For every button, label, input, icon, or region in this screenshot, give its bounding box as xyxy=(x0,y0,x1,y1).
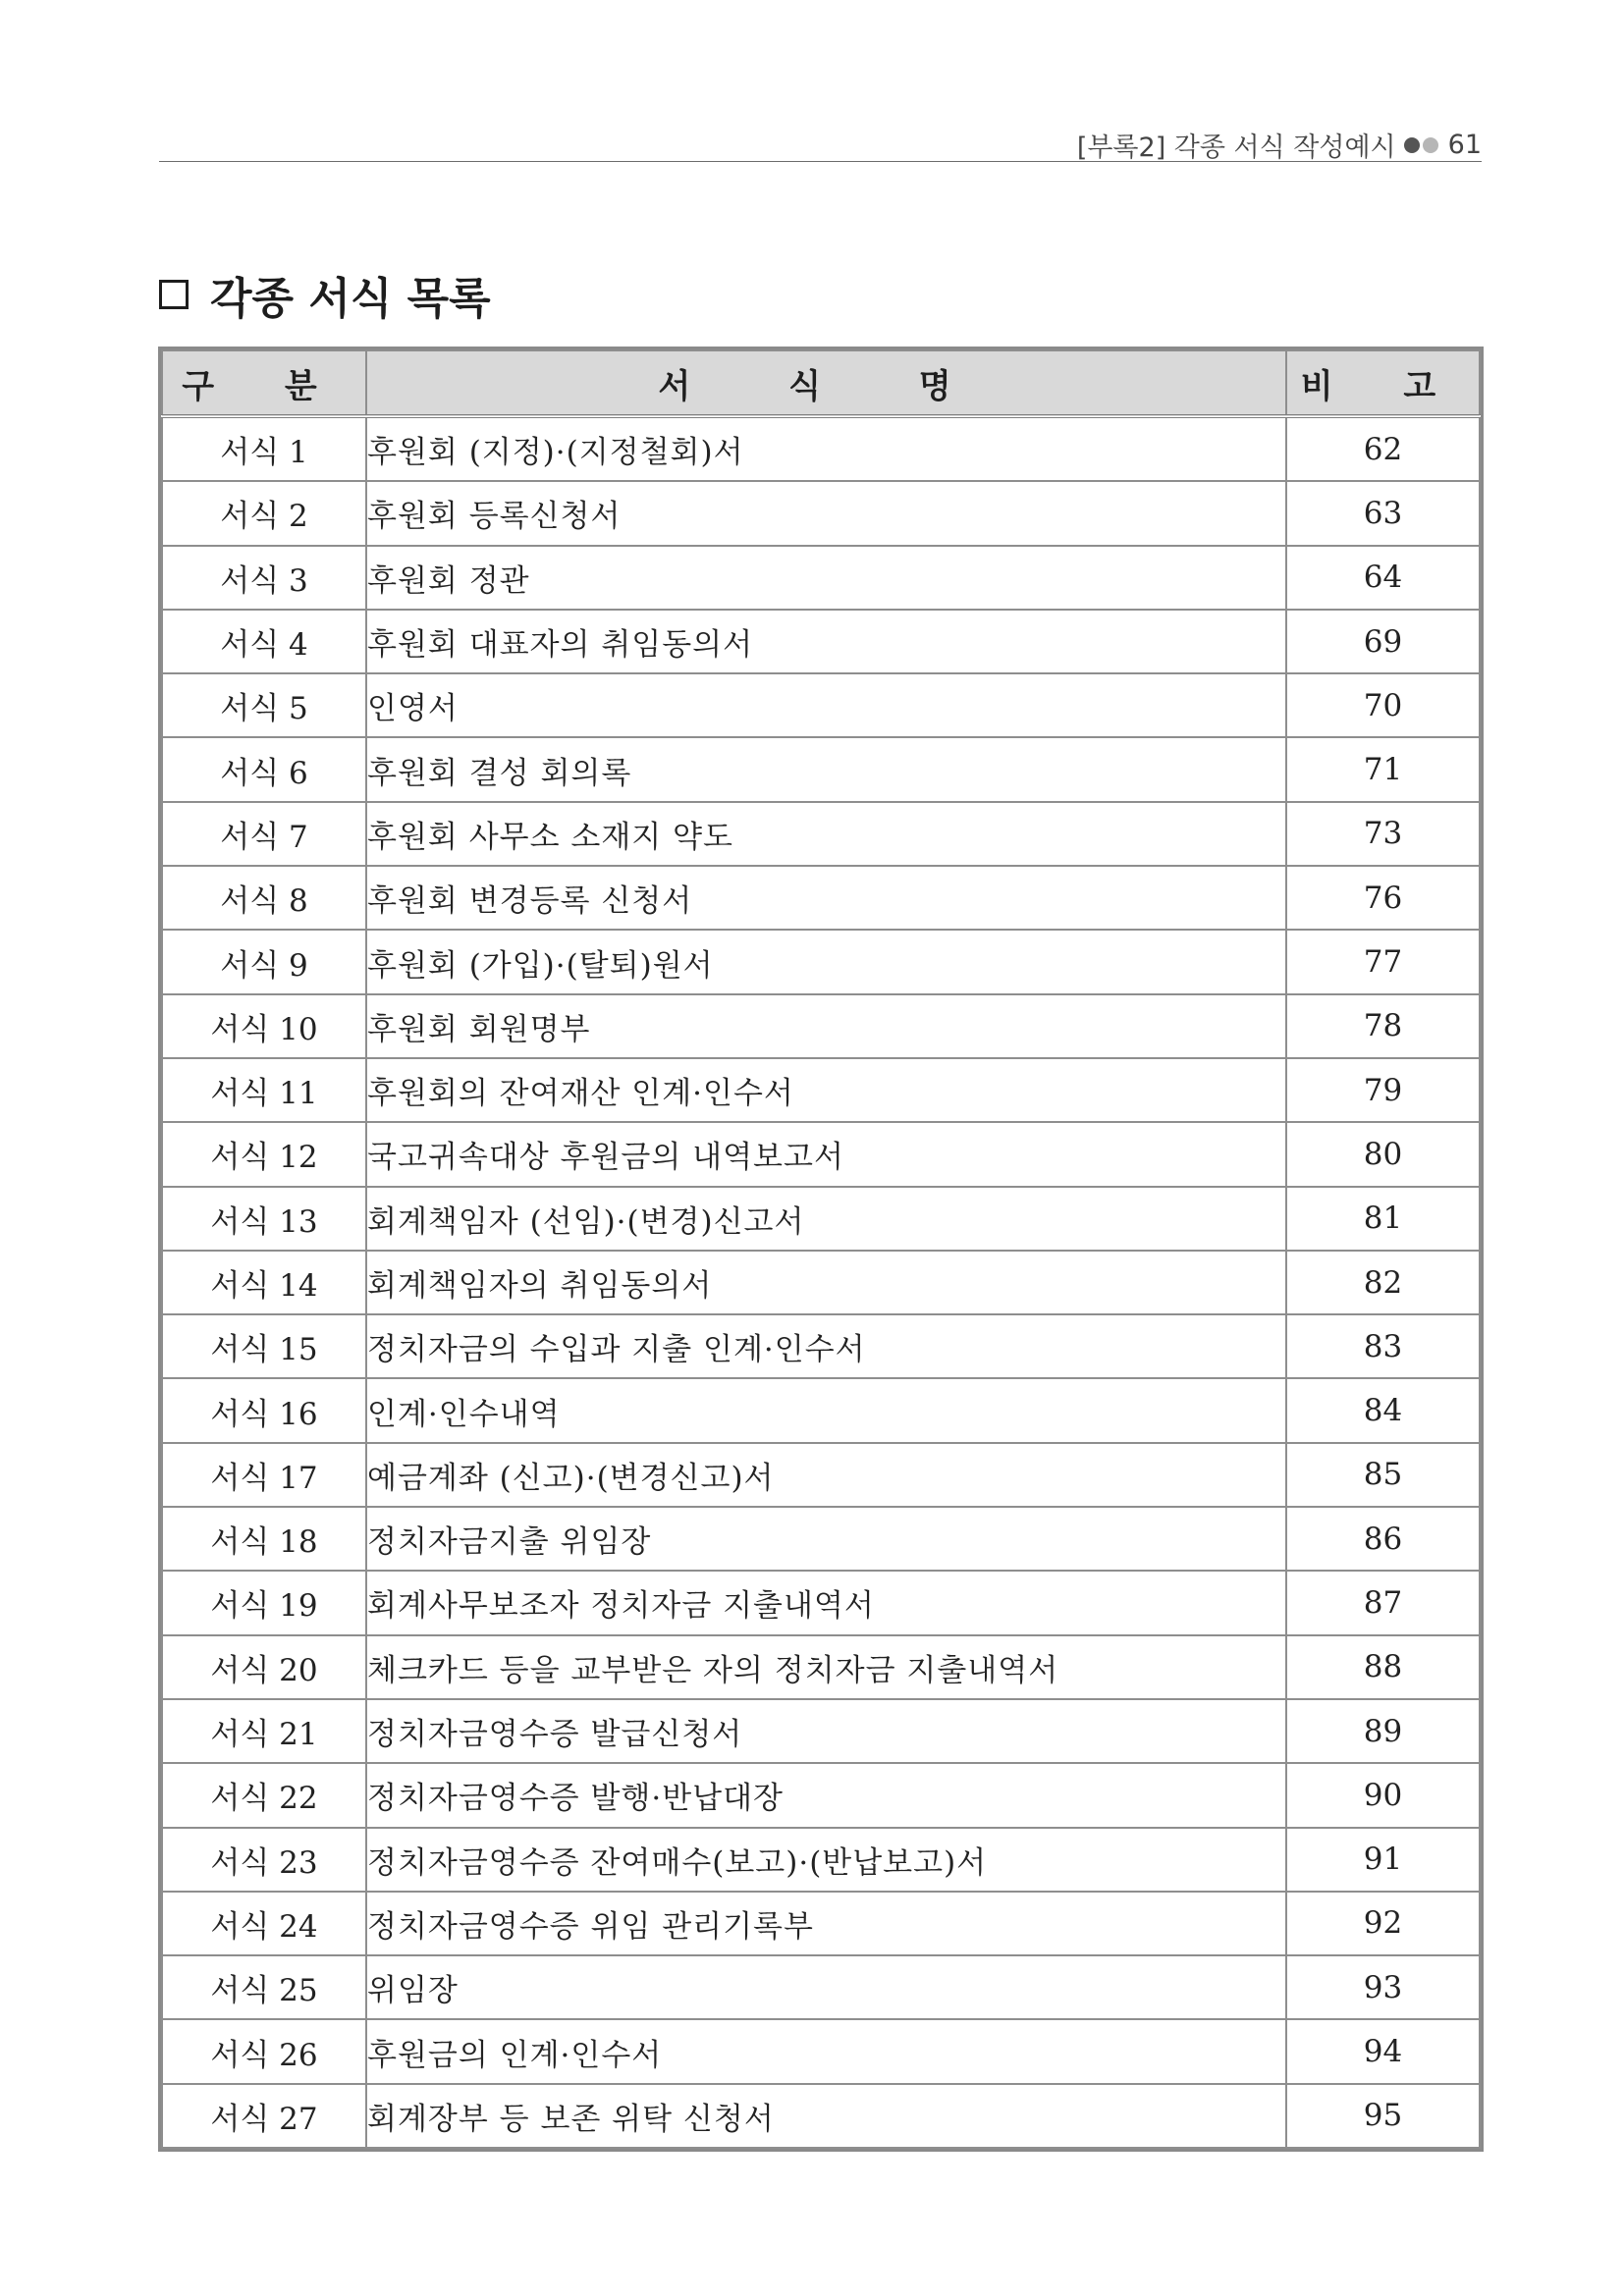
form-name-cell: 후원회 대표자의 취임동의서 xyxy=(366,610,1286,673)
form-name-cell: 후원회 등록신청서 xyxy=(366,481,1286,545)
form-name-cell: 후원회의 잔여재산 인계·인수서 xyxy=(366,1058,1286,1122)
table-row xyxy=(162,1892,1480,1955)
table-row xyxy=(162,1314,1480,1378)
form-name-cell: 예금계좌 (신고)·(변경신고)서 xyxy=(366,1443,1286,1507)
table-row xyxy=(162,1635,1480,1699)
form-name-cell: 후원회 회원명부 xyxy=(366,994,1286,1058)
form-name-cell: 인계·인수내역 xyxy=(366,1378,1286,1442)
form-category-cell: 서식 7 xyxy=(162,802,366,866)
form-category-cell: 서식 19 xyxy=(162,1571,366,1634)
table-row xyxy=(162,1507,1480,1571)
page-ref-cell: 71 xyxy=(1286,737,1480,801)
table-row xyxy=(162,994,1480,1058)
table-row xyxy=(162,2084,1480,2148)
page-ref-cell: 92 xyxy=(1286,1892,1480,1955)
page-ref-cell: 62 xyxy=(1286,416,1480,481)
page-ref-cell: 88 xyxy=(1286,1635,1480,1699)
table-row xyxy=(162,1122,1480,1186)
page-ref-cell: 95 xyxy=(1286,2084,1480,2148)
table-row xyxy=(162,1955,1480,2019)
page-ref-cell: 86 xyxy=(1286,1507,1480,1571)
square-bullet-icon xyxy=(159,280,189,309)
form-category-cell: 서식 5 xyxy=(162,673,366,737)
form-name-cell: 후원회 결성 회의록 xyxy=(366,737,1286,801)
form-name-cell: 회계사무보조자 정치자금 지출내역서 xyxy=(366,1571,1286,1634)
table-row xyxy=(162,1058,1480,1122)
page-ref-cell: 91 xyxy=(1286,1828,1480,1892)
column-header-category: 구 분 xyxy=(162,350,366,416)
page-ref-cell: 83 xyxy=(1286,1314,1480,1378)
section-title xyxy=(159,263,491,326)
table-row xyxy=(162,802,1480,866)
page-ref-cell: 77 xyxy=(1286,930,1480,993)
table-row xyxy=(162,416,1480,481)
page-ref-cell: 69 xyxy=(1286,610,1480,673)
table-row xyxy=(162,1187,1480,1251)
page-ref-cell: 84 xyxy=(1286,1378,1480,1442)
form-category-cell: 서식 2 xyxy=(162,481,366,545)
table-header-row xyxy=(162,350,1480,416)
form-category-cell: 서식 22 xyxy=(162,1763,366,1827)
table-row xyxy=(162,1378,1480,1442)
running-header xyxy=(159,126,1482,162)
section-title-text: 각종 서식 목록 xyxy=(210,274,491,324)
form-category-cell: 서식 13 xyxy=(162,1187,366,1251)
form-category-cell: 서식 27 xyxy=(162,2084,366,2148)
page-ref-cell: 85 xyxy=(1286,1443,1480,1507)
forms-table xyxy=(161,349,1481,2149)
table-row xyxy=(162,1828,1480,1892)
page-ref-cell: 64 xyxy=(1286,546,1480,610)
form-category-cell: 서식 21 xyxy=(162,1699,366,1763)
form-name-cell: 정치자금영수증 발급신청서 xyxy=(366,1699,1286,1763)
page-ref-cell: 93 xyxy=(1286,1955,1480,2019)
page-number: 61 xyxy=(1447,130,1482,160)
page-ref-cell: 78 xyxy=(1286,994,1480,1058)
page-ref-cell: 73 xyxy=(1286,802,1480,866)
form-category-cell: 서식 6 xyxy=(162,737,366,801)
form-name-cell: 정치자금영수증 위임 관리기록부 xyxy=(366,1892,1286,1955)
page-ref-cell: 70 xyxy=(1286,673,1480,737)
form-category-cell: 서식 14 xyxy=(162,1251,366,1314)
form-category-cell: 서식 4 xyxy=(162,610,366,673)
form-name-cell: 후원회 사무소 소재지 약도 xyxy=(366,802,1286,866)
table-row xyxy=(162,546,1480,610)
form-name-cell: 후원회 변경등록 신청서 xyxy=(366,866,1286,930)
table-row xyxy=(162,737,1480,801)
form-name-cell: 정치자금영수증 발행·반납대장 xyxy=(366,1763,1286,1827)
page-ref-cell: 76 xyxy=(1286,866,1480,930)
form-category-cell: 서식 26 xyxy=(162,2019,366,2083)
page-ref-cell: 81 xyxy=(1286,1187,1480,1251)
form-category-cell: 서식 9 xyxy=(162,930,366,993)
table-row xyxy=(162,1571,1480,1634)
table-row xyxy=(162,610,1480,673)
form-name-cell: 정치자금지출 위임장 xyxy=(366,1507,1286,1571)
form-category-cell: 서식 16 xyxy=(162,1378,366,1442)
bullet-dots-icon xyxy=(1404,137,1438,153)
form-name-cell: 정치자금의 수입과 지출 인계·인수서 xyxy=(366,1314,1286,1378)
page-ref-cell: 89 xyxy=(1286,1699,1480,1763)
form-category-cell: 서식 18 xyxy=(162,1507,366,1571)
form-name-cell: 후원금의 인계·인수서 xyxy=(366,2019,1286,2083)
light-dot-icon xyxy=(1423,137,1438,153)
page-ref-cell: 80 xyxy=(1286,1122,1480,1186)
form-name-cell: 정치자금영수증 잔여매수(보고)·(반납보고)서 xyxy=(366,1828,1286,1892)
form-name-cell: 회계장부 등 보존 위탁 신청서 xyxy=(366,2084,1286,2148)
form-name-cell: 후원회 정관 xyxy=(366,546,1286,610)
dark-dot-icon xyxy=(1404,137,1420,153)
form-category-cell: 서식 8 xyxy=(162,866,366,930)
form-name-cell: 국고귀속대상 후원금의 내역보고서 xyxy=(366,1122,1286,1186)
table-row xyxy=(162,1251,1480,1314)
form-name-cell: 위임장 xyxy=(366,1955,1286,2019)
form-name-cell: 회계책임자 (선임)·(변경)신고서 xyxy=(366,1187,1286,1251)
page-ref-cell: 87 xyxy=(1286,1571,1480,1634)
page-ref-cell: 82 xyxy=(1286,1251,1480,1314)
column-header-form-name: 서 식 명 xyxy=(366,350,1286,416)
page-ref-cell: 90 xyxy=(1286,1763,1480,1827)
table-row xyxy=(162,673,1480,737)
form-name-cell: 인영서 xyxy=(366,673,1286,737)
form-category-cell: 서식 12 xyxy=(162,1122,366,1186)
page-ref-cell: 63 xyxy=(1286,481,1480,545)
form-category-cell: 서식 3 xyxy=(162,546,366,610)
form-category-cell: 서식 23 xyxy=(162,1828,366,1892)
form-category-cell: 서식 10 xyxy=(162,994,366,1058)
table-row xyxy=(162,1763,1480,1827)
table-row xyxy=(162,481,1480,545)
form-name-cell: 후원회 (가입)·(탈퇴)원서 xyxy=(366,930,1286,993)
form-category-cell: 서식 15 xyxy=(162,1314,366,1378)
form-name-cell: 체크카드 등을 교부받은 자의 정치자금 지출내역서 xyxy=(366,1635,1286,1699)
page-ref-cell: 94 xyxy=(1286,2019,1480,2083)
table-row xyxy=(162,1699,1480,1763)
form-category-cell: 서식 25 xyxy=(162,1955,366,2019)
form-category-cell: 서식 20 xyxy=(162,1635,366,1699)
form-category-cell: 서식 1 xyxy=(162,416,366,481)
form-name-cell: 후원회 (지정)·(지정철회)서 xyxy=(366,416,1286,481)
page-ref-cell: 79 xyxy=(1286,1058,1480,1122)
form-category-cell: 서식 24 xyxy=(162,1892,366,1955)
form-category-cell: 서식 11 xyxy=(162,1058,366,1122)
running-header-text xyxy=(1077,126,1482,164)
table-row xyxy=(162,1443,1480,1507)
column-header-remark: 비 고 xyxy=(1286,350,1480,416)
table-row xyxy=(162,930,1480,993)
section-label: [부록2] 각종 서식 작성예시 xyxy=(1076,133,1396,163)
table-row xyxy=(162,2019,1480,2083)
table-body xyxy=(162,416,1480,2148)
form-name-cell: 회계책임자의 취임동의서 xyxy=(366,1251,1286,1314)
table-row xyxy=(162,866,1480,930)
form-category-cell: 서식 17 xyxy=(162,1443,366,1507)
